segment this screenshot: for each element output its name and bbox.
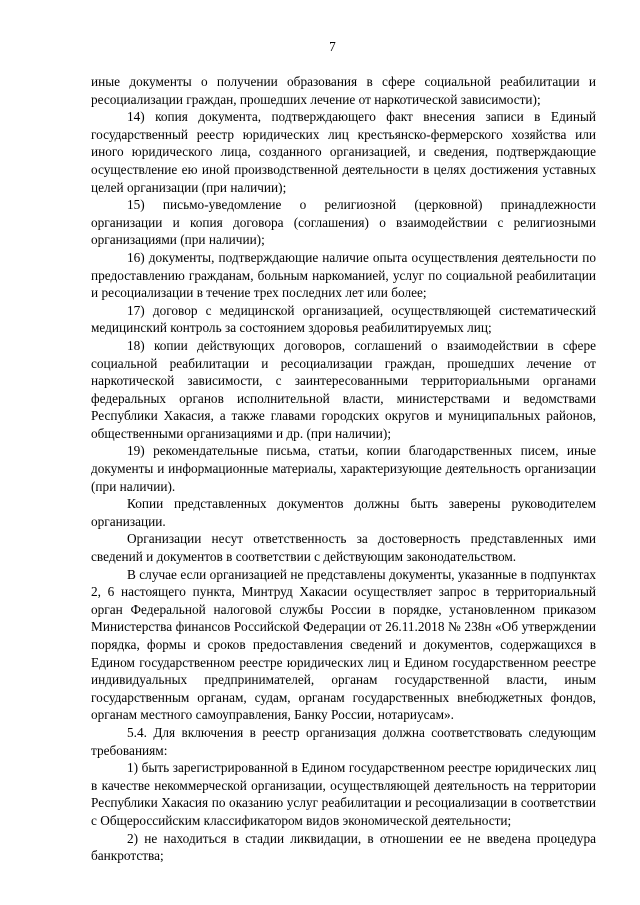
paragraph-item-19: 19) рекомендательные письма, статьи, копии благодарственных писем, иные документы и информационные материалы, характеризующие деятельность организации (при наличии). — [91, 443, 596, 494]
paragraph-request-procedure: В случае если организацией не представлены документы, указанные в подпунктах 2, 6 настоящего пункта, Минтруд Хакасии осуществляет запрос в территориальный орган Федеральной налоговой службы России в порядке, установленном приказом Министерства финансов Российской Федерации от 26.11.2018 № 238н «Об утверждении порядка, формы и сроков предоставления сведений и документов, содержащихся в Едином государственном реестре юридических лиц и Едином государственном реестре индивидуальных предпринимателей, органам государственной власти, иным государственным органам, судам, органам государственных внебюджетных фондов, органам местного самоуправления, Банку России, нотариусам». — [91, 566, 596, 723]
paragraph-education-docs-continuation: иные документы о получении образования в сфере социальной реабилитации и ресоциализации граждан, прошедших лечение от наркотической зависимости); — [91, 74, 596, 107]
page-number: 7 — [329, 39, 336, 54]
paragraph-requirement-2: 2) не находиться в стадии ликвидации, в отношении ее не введена процедура банкротства; — [91, 830, 596, 864]
paragraph-item-14: 14) копия документа, подтверждающего факт внесения записи в Единый государственный реестр юридических лиц крестьянско-фермерского хозяйства или иного юридического лица, созданного организацией, и сведения, подтверждающие осуществление ею иной производственной деятельности в целях достижения уставных целей организации (при наличии); — [91, 109, 596, 195]
paragraph-section-5-4: 5.4. Для включения в реестр организация должна соответствовать следующим требованиям: — [91, 724, 596, 758]
paragraph-item-18: 18) копии действующих договоров, соглашений о взаимодействии в сфере социальной реабилитации и ресоциализации граждан, прошедших лечение от наркотической зависимости, с заинтересованными территориальными органами федеральных органов исполнительной власти, министерствами и ведомствами Республики Хакасия, а также главами городских округов и муниципальных районов, общественными организациями и др. (при наличии); — [91, 337, 596, 441]
paragraph-item-16: 16) документы, подтверждающие наличие опыта осуществления деятельности по предоставлению гражданам, больным наркоманией, услуг по социальной реабилитации и ресоциализации в течение трех последних лет или более; — [91, 249, 596, 301]
paragraph-responsibility: Организации несут ответственность за достоверность представленных ими сведений и документов в соответствии с действующим законодательством. — [91, 531, 596, 565]
paragraph-item-17: 17) договор с медицинской организацией, осуществляющей систематический медицинский контроль за состоянием здоровья реабилитируемых лиц; — [91, 302, 596, 336]
paragraph-certification: Копии представленных документов должны быть заверены руководителем организации. — [91, 496, 596, 529]
paragraph-requirement-1: 1) быть зарегистрированной в Едином государственном реестре юридических лиц в качестве некоммерческой организации, осуществляющей деятельность на территории Республики Хакасия по оказанию услуг реабилитации и ресоциализации в соответствии с Общероссийским классификатором видов экономической деятельности; — [91, 760, 596, 828]
paragraph-item-15: 15) письмо-уведомление о религиозной (церковной) принадлежности организации и копия договора (соглашения) о взаимодействии с религиозными организациями (при наличии); — [91, 197, 596, 248]
